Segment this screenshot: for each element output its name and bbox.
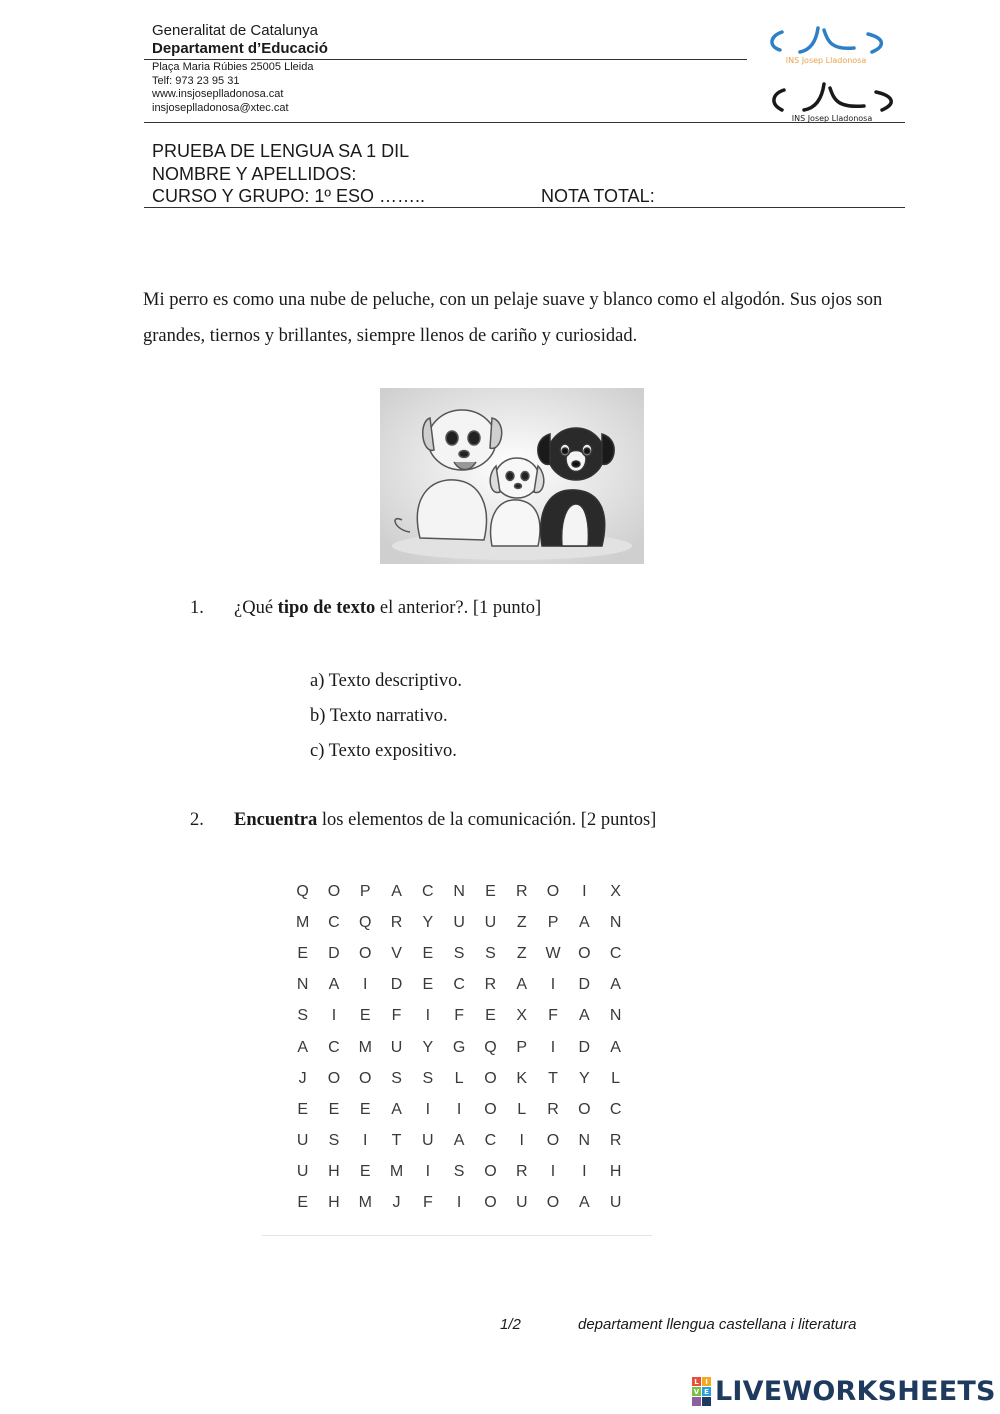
question2-bold: Encuentra: [234, 810, 318, 830]
test-info-block: [152, 140, 425, 208]
word-search-cell[interactable]: U: [453, 913, 465, 931]
word-search-cell[interactable]: Y: [422, 1038, 434, 1056]
word-search-cell[interactable]: C: [328, 913, 340, 931]
word-search-cell[interactable]: U: [609, 1194, 622, 1212]
word-search-cell[interactable]: R: [547, 1100, 559, 1118]
word-search-cell[interactable]: M: [295, 913, 310, 931]
word-search-cell[interactable]: M: [358, 1194, 372, 1212]
lw-icon-letter-l: L: [692, 1377, 701, 1386]
word-search-cell[interactable]: E: [328, 1100, 340, 1118]
word-search-cell[interactable]: O: [359, 1069, 372, 1087]
word-search-cell[interactable]: Z: [516, 944, 527, 962]
word-search-cell[interactable]: A: [297, 1038, 308, 1056]
word-search-cell[interactable]: I: [550, 1038, 556, 1056]
word-search-cell[interactable]: S: [453, 944, 465, 962]
word-search-cell[interactable]: A: [391, 882, 402, 900]
word-search-cell[interactable]: X: [516, 1007, 528, 1025]
course-label: CURSO Y GRUPO: 1º ESO ……..: [152, 186, 425, 206]
word-search-cell[interactable]: J: [298, 1069, 307, 1087]
word-search-cell[interactable]: P: [516, 1038, 528, 1056]
school-logo-color: [762, 20, 890, 66]
word-search-cell[interactable]: Y: [422, 913, 434, 931]
word-search-cell[interactable]: A: [578, 1194, 590, 1212]
word-search-cell[interactable]: C: [328, 1038, 340, 1056]
word-search-cell[interactable]: N: [296, 976, 309, 994]
word-search-cell[interactable]: T: [548, 1069, 558, 1087]
word-search-cell[interactable]: A: [391, 1100, 402, 1118]
word-search-cell[interactable]: I: [519, 1132, 524, 1150]
word-search-cell[interactable]: D: [390, 976, 403, 994]
word-search-cell[interactable]: L: [517, 1100, 527, 1118]
word-search-cell[interactable]: I: [425, 1163, 431, 1181]
word-search-cell[interactable]: Q: [359, 913, 372, 931]
word-search-cell[interactable]: K: [516, 1069, 528, 1087]
grade-label: NOTA TOTAL:: [541, 186, 655, 206]
liveworksheets-watermark: [692, 1376, 996, 1407]
header-email: insjoseplladonosa@xtec.cat: [152, 101, 289, 114]
description-paragraph: Mi perro es como una nube de peluche, con un pelaje suave y blanco como el algodón. Sus ojos son grandes, tiernos y brillantes, siempre llenos de cariño y curiosidad.: [143, 290, 883, 346]
word-search-cell[interactable]: A: [610, 1038, 621, 1056]
word-search-cell[interactable]: C: [484, 1132, 497, 1150]
dogs-illustration: [380, 388, 644, 564]
footer-department: departament llengua castellana i literatura: [578, 1316, 857, 1333]
word-search-cell[interactable]: N: [578, 1132, 591, 1150]
word-search-cell[interactable]: H: [609, 1163, 622, 1181]
word-search-cell[interactable]: F: [454, 1007, 465, 1025]
option-b[interactable]: b) Texto narrativo.: [310, 706, 448, 726]
word-search-cell[interactable]: N: [609, 913, 622, 931]
word-search-cell[interactable]: E: [485, 882, 496, 900]
lw-icon-block: [702, 1397, 711, 1406]
word-search-cell[interactable]: S: [422, 1069, 434, 1087]
word-search-cell[interactable]: P: [547, 913, 559, 931]
word-search-cell[interactable]: Z: [516, 913, 527, 931]
word-search-cell[interactable]: I: [550, 1163, 556, 1181]
question1-suffix: el anterior?. [1 punto]: [375, 598, 542, 618]
word-search-cell[interactable]: C: [609, 944, 622, 962]
word-search-cell[interactable]: Y: [578, 1069, 590, 1087]
question2-number: 2.: [190, 810, 204, 830]
word-search-cell[interactable]: O: [546, 882, 560, 900]
word-search-cell[interactable]: E: [359, 1100, 371, 1118]
word-search-cell[interactable]: C: [609, 1100, 622, 1118]
word-search-cell[interactable]: X: [610, 882, 621, 900]
word-search-cell[interactable]: O: [484, 1100, 497, 1118]
word-search-cell[interactable]: O: [484, 1163, 497, 1181]
word-search-grid[interactable]: [287, 876, 631, 1219]
word-search-cell[interactable]: E: [422, 944, 434, 962]
word-search-cell[interactable]: O: [359, 944, 372, 962]
word-search-bottom-line: [262, 1235, 652, 1236]
word-search-cell[interactable]: D: [578, 1038, 591, 1056]
question1-prefix: ¿Qué: [234, 598, 278, 618]
logo-text-mono: INS Josep Lladonosa: [791, 114, 873, 123]
lw-icon-letter-e: E: [702, 1387, 711, 1396]
word-search-cell[interactable]: I: [331, 1007, 337, 1025]
school-logo-mono: [762, 78, 902, 124]
word-search-cell[interactable]: I: [425, 1007, 431, 1025]
word-search-cell[interactable]: F: [391, 1007, 402, 1025]
word-search-cell[interactable]: D: [578, 976, 591, 994]
word-search-cell[interactable]: H: [328, 1163, 340, 1181]
word-search-cell[interactable]: F: [548, 1007, 558, 1025]
header-org-block: [152, 22, 328, 58]
logo-text-color: INS Josep Lladonosa: [785, 56, 867, 65]
word-search-cell[interactable]: A: [328, 976, 340, 994]
word-search-cell[interactable]: R: [515, 882, 528, 900]
word-search-cell[interactable]: A: [610, 976, 621, 994]
word-search-cell[interactable]: E: [297, 1194, 308, 1212]
word-search-cell[interactable]: I: [363, 976, 368, 994]
word-search-cell[interactable]: P: [359, 882, 371, 900]
name-label: NOMBRE Y APELLIDOS:: [152, 163, 357, 184]
word-search-cell[interactable]: Q: [296, 882, 309, 900]
word-search-cell[interactable]: O: [484, 1069, 497, 1087]
word-search-cell[interactable]: L: [454, 1069, 464, 1087]
word-search-cell[interactable]: D: [328, 944, 340, 962]
word-search-cell[interactable]: S: [453, 1163, 465, 1181]
word-search-cell[interactable]: A: [453, 1132, 465, 1150]
word-search-cell[interactable]: M: [358, 1038, 372, 1056]
option-c[interactable]: c) Texto expositivo.: [310, 741, 457, 761]
word-search-cell[interactable]: E: [485, 1007, 496, 1025]
word-search-cell[interactable]: R: [609, 1132, 622, 1150]
footer-page-number: 1/2: [500, 1316, 521, 1333]
word-search-cell[interactable]: O: [484, 1194, 497, 1212]
word-search-cell[interactable]: W: [545, 944, 561, 962]
word-search-cell[interactable]: F: [422, 1194, 433, 1212]
liveworksheets-text: LIVEWORKSHEETS: [715, 1376, 996, 1407]
test-info-underline: [144, 207, 905, 208]
word-search-cell[interactable]: O: [546, 1194, 560, 1212]
word-search-cell[interactable]: R: [515, 1163, 528, 1181]
word-search-cell[interactable]: O: [327, 882, 341, 900]
header-address: Plaça Maria Rúbies 25005 Lleida: [152, 61, 314, 73]
header-org: Generalitat de Catalunya: [152, 22, 318, 39]
word-search-cell[interactable]: A: [516, 976, 528, 994]
word-search-cell[interactable]: O: [327, 1069, 341, 1087]
word-search-cell[interactable]: C: [422, 882, 434, 900]
word-search-cell[interactable]: O: [578, 1100, 591, 1118]
header-divider-top: [144, 59, 747, 60]
option-a[interactable]: a) Texto descriptivo.: [310, 671, 462, 691]
word-search-cell[interactable]: R: [484, 976, 497, 994]
word-search-cell[interactable]: I: [363, 1132, 368, 1150]
header-department: Departament d’Educació: [152, 40, 328, 57]
lw-icon-letter-i: I: [702, 1377, 711, 1386]
word-search-cell[interactable]: I: [582, 882, 587, 900]
word-search-cell[interactable]: U: [422, 1132, 434, 1150]
header-web: www.insjoseplladonosa.cat: [152, 88, 284, 100]
word-search-cell[interactable]: N: [609, 1007, 622, 1025]
word-search-cell[interactable]: E: [297, 1100, 308, 1118]
word-search-cell[interactable]: H: [328, 1194, 340, 1212]
word-search-cell[interactable]: L: [611, 1069, 621, 1087]
word-search-cell[interactable]: E: [359, 1007, 371, 1025]
question1-number: 1.: [190, 598, 204, 618]
word-search-cell[interactable]: U: [515, 1194, 528, 1212]
word-search-cell[interactable]: M: [389, 1163, 404, 1181]
word-search-cell[interactable]: I: [456, 1194, 462, 1212]
word-search-cell[interactable]: A: [578, 1007, 590, 1025]
word-search-cell[interactable]: T: [391, 1132, 402, 1150]
word-search-cell[interactable]: N: [453, 882, 465, 900]
word-search-cell[interactable]: R: [390, 913, 403, 931]
question1-text: [234, 598, 541, 619]
header-phone: Telf: 973 23 95 31: [152, 74, 240, 87]
word-search-cell[interactable]: A: [578, 913, 590, 931]
word-search-cell[interactable]: V: [391, 944, 402, 962]
word-search-cell[interactable]: E: [422, 976, 434, 994]
header-contact-block: [152, 61, 313, 115]
word-search-cell[interactable]: G: [452, 1038, 466, 1056]
question1-bold: tipo de texto: [277, 598, 376, 618]
word-search-cell[interactable]: C: [453, 976, 465, 994]
word-search-cell[interactable]: U: [484, 913, 497, 931]
word-search-cell[interactable]: Q: [484, 1038, 497, 1056]
word-search-cell[interactable]: I: [425, 1100, 431, 1118]
question2-suffix: los elementos de la comunicación. [2 puntos]: [317, 810, 657, 830]
word-search-cell[interactable]: S: [391, 1069, 402, 1087]
word-search-cell[interactable]: J: [392, 1194, 401, 1212]
word-search-cell[interactable]: U: [390, 1038, 403, 1056]
word-search-cell[interactable]: E: [297, 944, 308, 962]
word-search-cell[interactable]: O: [578, 944, 591, 962]
word-search-cell[interactable]: E: [359, 1163, 371, 1181]
test-title: PRUEBA DE LENGUA SA 1 DIL: [152, 141, 410, 161]
word-search-cell[interactable]: O: [546, 1132, 560, 1150]
word-search-cell[interactable]: I: [582, 1163, 587, 1181]
word-search-cell[interactable]: S: [485, 944, 496, 962]
liveworksheets-icon: [692, 1377, 711, 1406]
word-search-cell[interactable]: S: [328, 1132, 340, 1150]
lw-icon-block: [692, 1397, 701, 1406]
word-search-cell[interactable]: I: [456, 1100, 462, 1118]
question2-text: [234, 810, 656, 831]
word-search-cell[interactable]: I: [550, 976, 556, 994]
lw-icon-letter-v: V: [693, 1387, 700, 1396]
word-search-cell[interactable]: U: [296, 1163, 309, 1181]
word-search-cell[interactable]: U: [296, 1132, 309, 1150]
word-search-cell[interactable]: S: [297, 1007, 308, 1025]
